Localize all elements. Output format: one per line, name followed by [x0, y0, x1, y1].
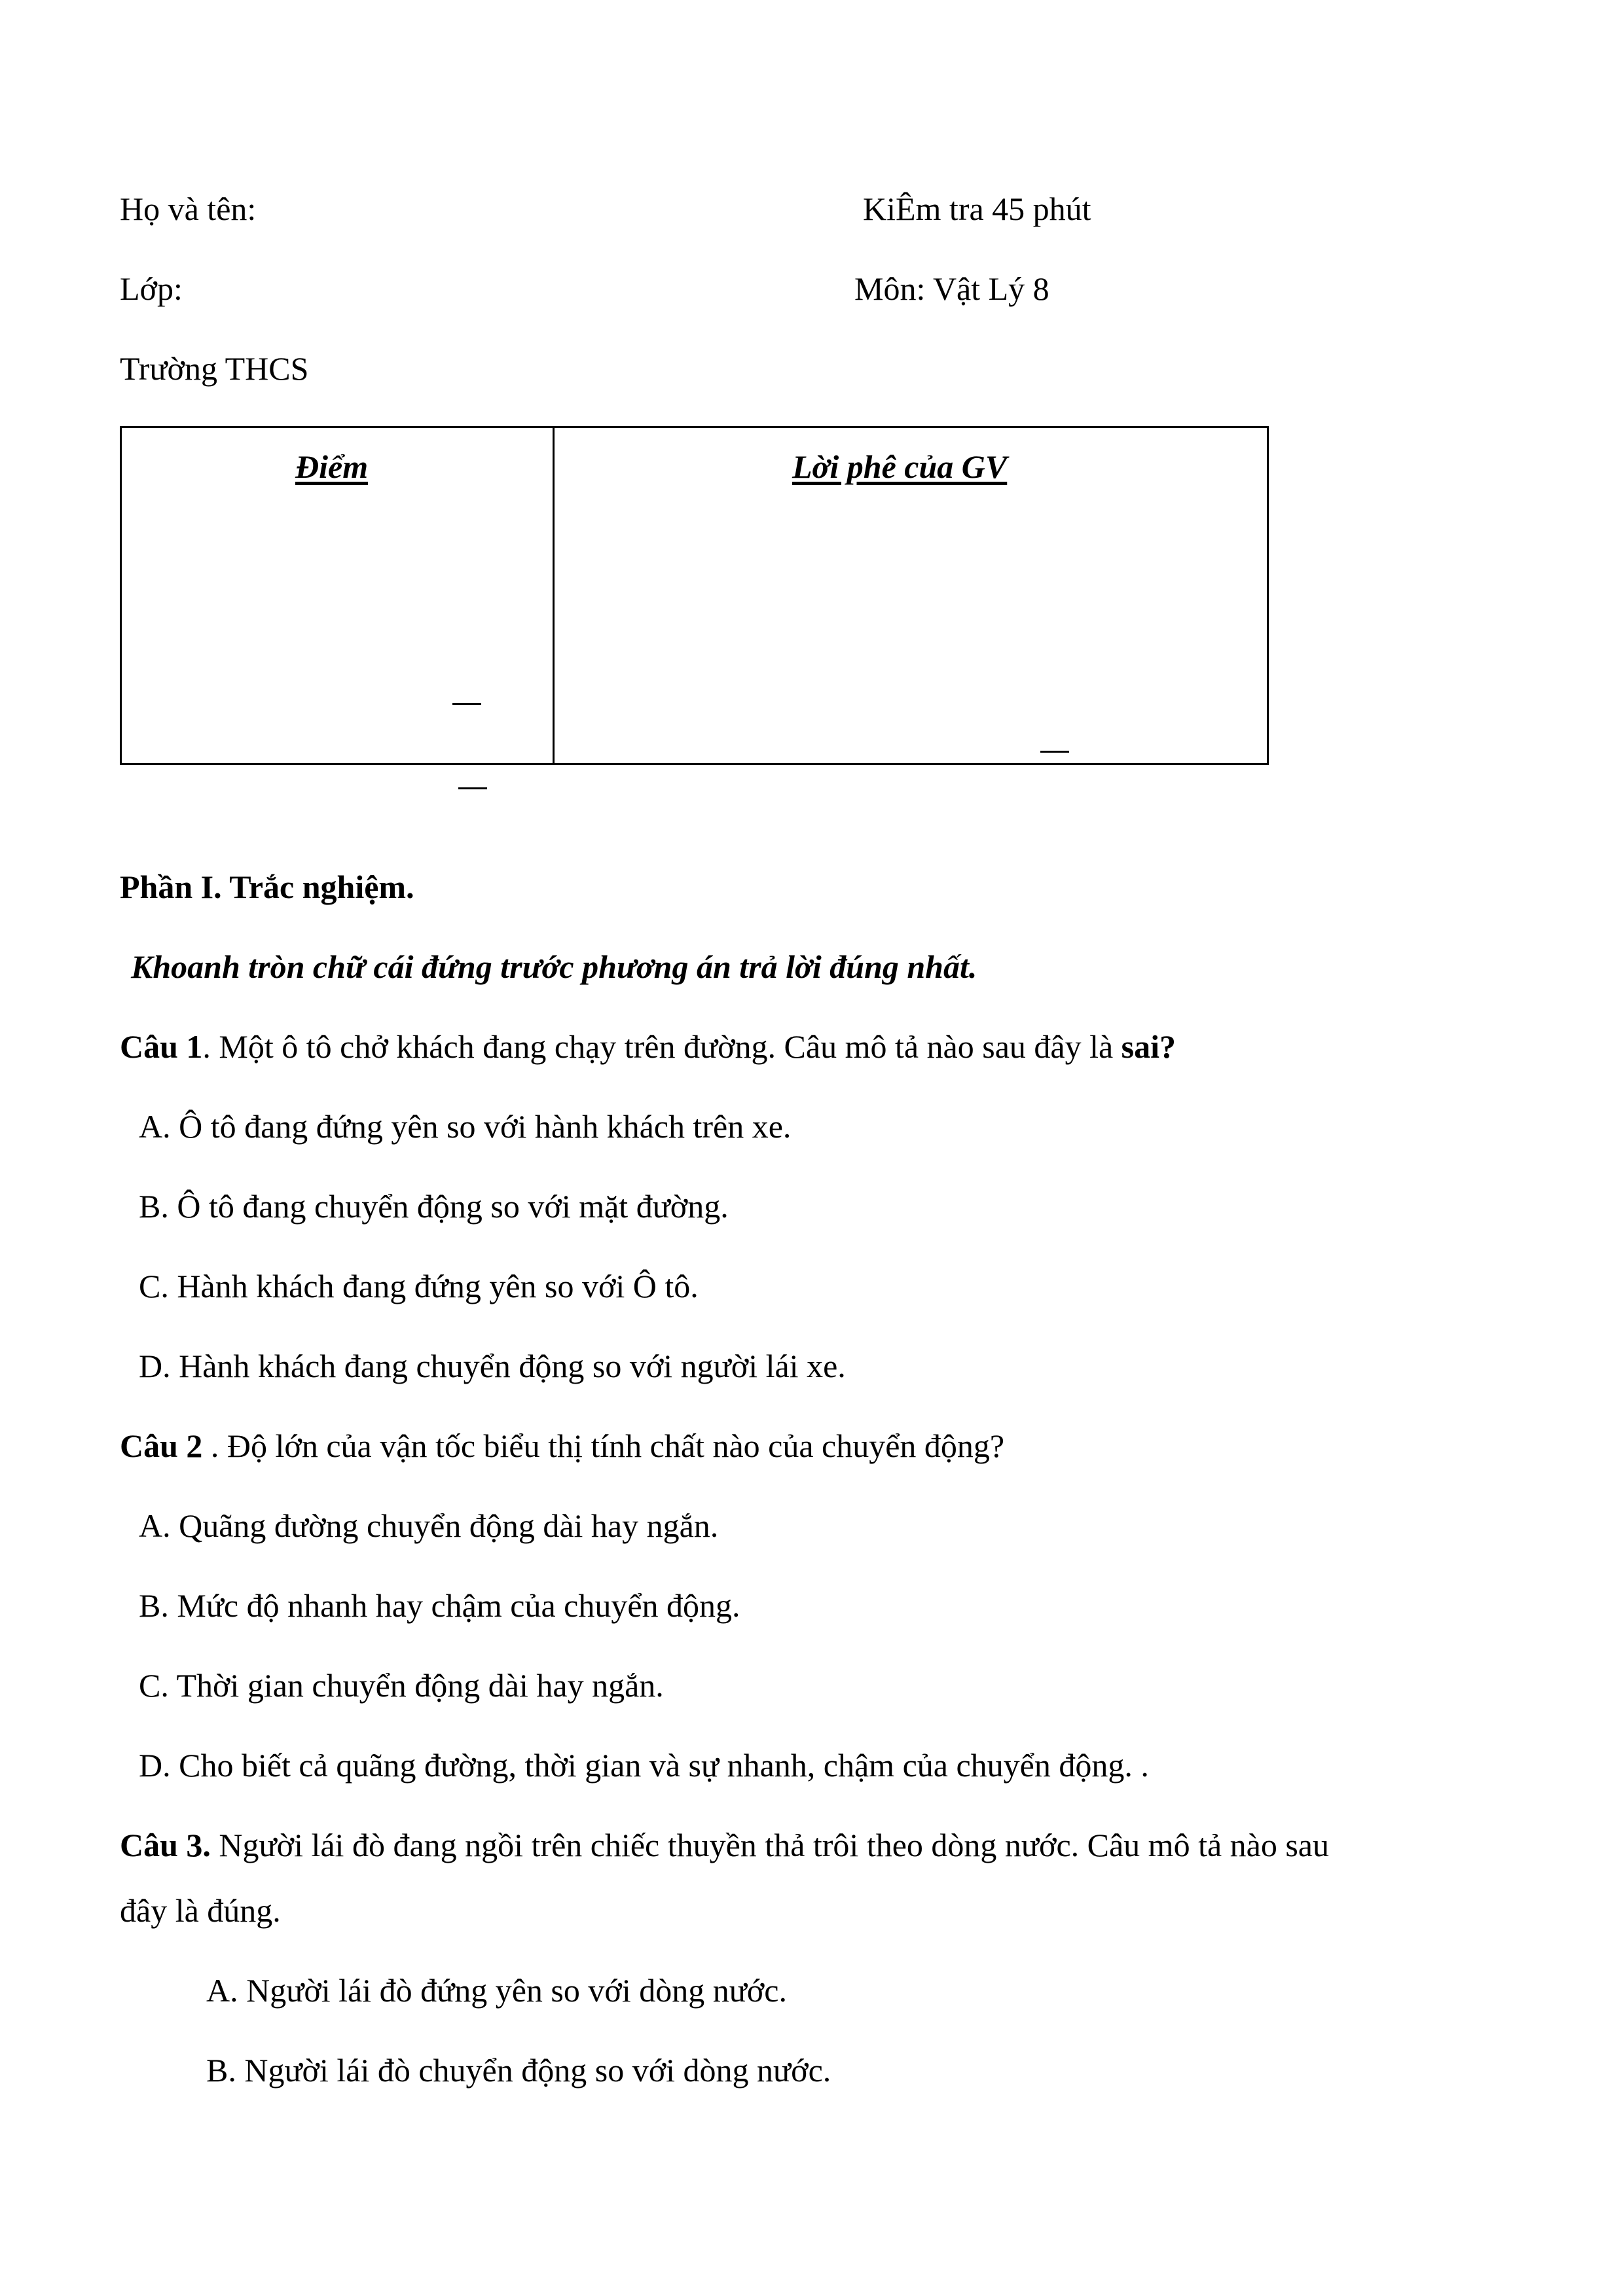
grade-box-divider [553, 428, 555, 763]
subject-label: Môn: Vật Lý 8 [854, 270, 1049, 307]
question-1-label: Câu 1 [120, 1028, 203, 1065]
question-1-emphasis: sai? [1121, 1028, 1176, 1065]
question-2-text: . Độ lớn của vận tốc biểu thị tính chất nào của chuyển động? [202, 1427, 1005, 1464]
q2-option-b: B. Mức độ nhanh hay chậm của chuyển động. [139, 1587, 740, 1624]
exam-title: KiÊm tra 45 phút [863, 190, 1091, 227]
section-title: Phần I. Trắc nghiệm. [120, 869, 414, 905]
question-2 [120, 1429, 1004, 1462]
q1-option-b: B. Ô tô đang chuyển động so với mặt đường. [139, 1188, 729, 1225]
class-label: Lớp: [120, 270, 183, 307]
question-2-label: Câu 2 [120, 1427, 203, 1464]
q2-option-c: C. Thời gian chuyển động dài hay ngắn. [139, 1667, 664, 1704]
q1-option-d: D. Hành khách đang chuyển động so với người lái xe. [139, 1348, 846, 1384]
grade-box [120, 426, 1269, 765]
section-instruction: Khoanh tròn chữ cái đứng trước phương án trả lời đúng nhất. [131, 948, 977, 985]
box-footer-mark [458, 787, 487, 789]
comment-mark [1040, 751, 1069, 753]
question-1-text: . Một ô tô chở khách đang chạy trên đường. Câu mô tả nào sau đây là [202, 1028, 1122, 1065]
score-header: Điểm [295, 448, 369, 485]
q3-option-b: B. Người lái đò chuyển động so với dòng nước. [206, 2052, 831, 2089]
name-label: Họ và tên: [120, 190, 257, 227]
school-label: Trường THCS [120, 350, 309, 387]
comment-header: Lời phê của GV [792, 448, 1008, 485]
q2-option-d: D. Cho biết cả quãng đường, thời gian và sự nhanh, chậm của chuyển động. . [139, 1747, 1149, 1784]
q1-option-a: A. Ô tô đang đứng yên so với hành khách trên xe. [139, 1108, 792, 1145]
score-mark [452, 703, 481, 705]
question-1 [120, 1030, 1176, 1063]
q3-option-a: A. Người lái đò đứng yên so với dòng nước. [206, 1972, 787, 2009]
question-3-text: Người lái đò đang ngồi trên chiếc thuyền thả trôi theo dòng nước. Câu mô tả nào sau [210, 1827, 1330, 1863]
question-3 [120, 1829, 1329, 1861]
question-3-label: Câu 3. [120, 1827, 211, 1863]
q1-option-c: C. Hành khách đang đứng yên so với Ô tô. [139, 1268, 699, 1304]
question-3-text-cont: đây là đúng. [120, 1892, 281, 1929]
q2-option-a: A. Quãng đường chuyển động dài hay ngắn. [139, 1507, 719, 1544]
